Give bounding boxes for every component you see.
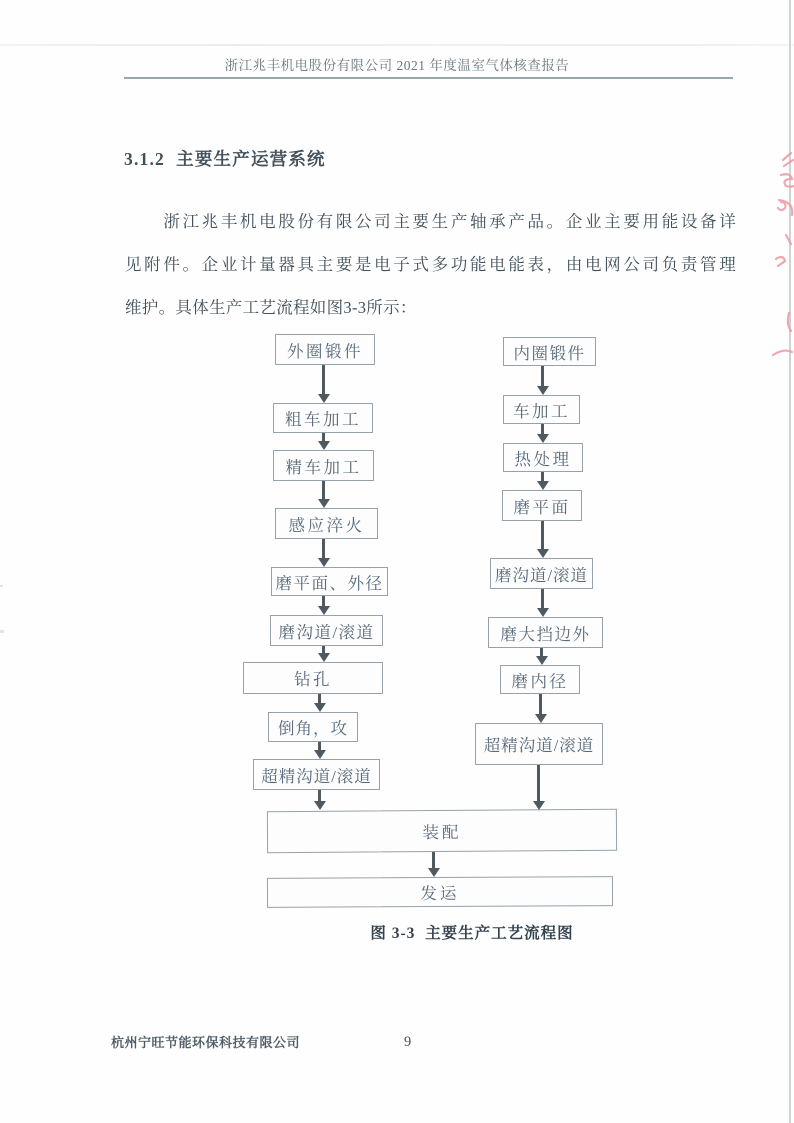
flow-node-grind-face-od: 磨平面、外径 <box>271 567 388 596</box>
flow-node-rough-turning: 粗车加工 <box>273 403 373 433</box>
paragraph-line: 浙江兆丰机电股份有限公司主要生产轴承产品。企业主要用能设备详 <box>125 212 736 231</box>
flow-node-grind-bore: 磨内径 <box>500 665 580 694</box>
flow-arrow <box>322 365 325 394</box>
flow-arrow <box>541 366 544 386</box>
flow-node-grind-face: 磨平面 <box>502 490 582 521</box>
flow-node-superfinish-raceway-left: 超精沟道/滚道 <box>253 759 380 790</box>
flow-arrow <box>322 596 325 606</box>
flow-arrow <box>432 852 435 868</box>
flow-node-assembly: 装配 <box>267 809 617 853</box>
red-stamp-fragment-icon <box>768 145 794 375</box>
flow-node-turning: 车加工 <box>503 395 580 424</box>
scan-smudge-line <box>0 44 794 46</box>
paragraph-line: 见附件。企业计量器具主要是电子式多功能电能表，由电网公司负责管理 <box>125 255 736 274</box>
flow-node-grind-rib-outer: 磨大挡边外 <box>488 617 603 648</box>
flow-arrow <box>541 424 544 434</box>
flow-node-grind-raceway-right: 磨沟道/滚道 <box>490 558 593 589</box>
flow-arrow <box>541 521 544 549</box>
flow-node-heat-treatment: 热处理 <box>503 443 583 472</box>
flow-node-grind-raceway-left: 磨沟道/滚道 <box>270 615 383 646</box>
flow-node-fine-turning: 精车加工 <box>273 450 374 481</box>
flow-arrow <box>541 589 544 608</box>
body-paragraph <box>125 200 736 329</box>
page-number: 9 <box>404 1034 412 1050</box>
flow-arrow <box>539 694 542 714</box>
flow-arrow <box>322 481 325 499</box>
flow-node-superfinish-raceway-right: 超精沟道/滚道 <box>475 723 603 765</box>
flow-node-chamfer-tapping: 倒角，攻 <box>268 712 358 742</box>
scan-speck <box>0 630 4 633</box>
flow-node-drilling: 钻孔 <box>243 662 383 694</box>
flow-arrow <box>322 646 325 653</box>
footer-company-name: 杭州宁旺节能环保科技有限公司 <box>111 1035 301 1050</box>
header-rule <box>124 77 733 79</box>
flow-arrow <box>322 539 325 558</box>
section-heading: 3.1.2 主要生产运营系统 <box>124 149 326 169</box>
report-header-title: 浙江兆丰机电股份有限公司 2021 年度温室气体核查报告 <box>224 58 570 73</box>
flow-node-induction-quenching: 感应淬火 <box>275 508 378 539</box>
figure-caption: 图 3-3 主要生产工艺流程图 <box>370 925 574 942</box>
flow-node-shipping: 发运 <box>267 876 613 908</box>
paragraph-line: 维护。具体生产工艺流程如图3-3所示： <box>125 298 417 317</box>
flow-node-outer-ring-forging: 外圈锻件 <box>275 334 375 365</box>
flow-arrow <box>318 694 321 703</box>
flow-arrow <box>322 433 325 441</box>
flow-arrow <box>318 742 321 750</box>
flow-arrow <box>541 472 544 481</box>
flow-arrow <box>537 765 540 801</box>
flow-arrow <box>540 648 543 656</box>
flow-arrow <box>318 790 321 801</box>
flow-node-inner-ring-forging: 内圈锻件 <box>503 337 596 366</box>
scan-speck <box>0 585 3 587</box>
